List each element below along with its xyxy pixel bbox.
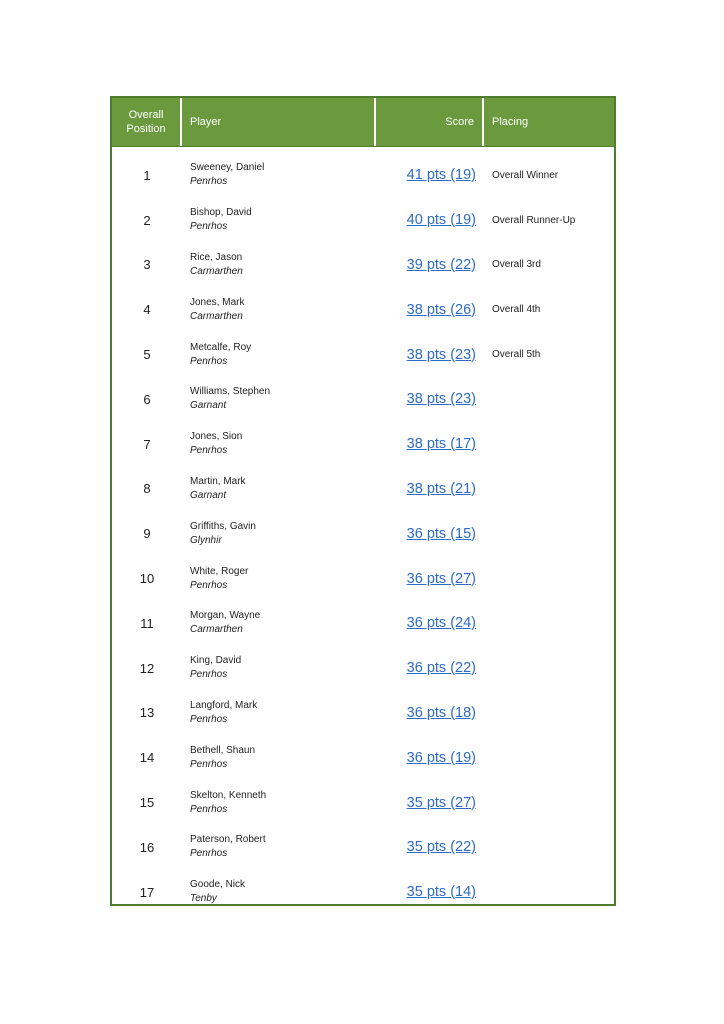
position-cell: 11	[140, 615, 154, 631]
score-cell	[376, 166, 484, 184]
score-cell	[376, 390, 484, 408]
score-link[interactable]: 38 pts (23)	[406, 346, 476, 363]
player-club: Carmarthen	[190, 265, 243, 277]
position-cell: 2	[143, 212, 151, 228]
score-link[interactable]: 36 pts (24)	[406, 615, 476, 632]
player-club: Penrhos	[190, 579, 228, 591]
score-cell	[376, 749, 484, 767]
score-link[interactable]: 35 pts (27)	[406, 794, 476, 811]
player-name: Martin, Mark	[190, 475, 246, 487]
score-link[interactable]: 36 pts (18)	[406, 704, 476, 721]
table-row	[112, 691, 614, 736]
score-cell	[376, 883, 484, 901]
player-cell	[182, 341, 376, 369]
table-row	[112, 735, 614, 780]
score-link[interactable]: 39 pts (22)	[406, 256, 476, 273]
score-link[interactable]: 40 pts (19)	[406, 212, 476, 229]
player-name: Morgan, Wayne	[190, 610, 261, 622]
player-club: Carmarthen	[190, 310, 243, 322]
player-name: Langford, Mark	[190, 699, 258, 711]
table-row	[112, 332, 614, 377]
results-table	[110, 96, 616, 906]
table-row	[112, 870, 614, 915]
player-club: Penrhos	[190, 713, 228, 725]
score-cell	[376, 256, 484, 274]
table-header	[112, 98, 614, 147]
player-cell	[182, 475, 376, 503]
position-cell: 15	[139, 795, 155, 811]
player-cell	[182, 161, 376, 189]
player-cell	[182, 296, 376, 324]
table-row	[112, 601, 614, 646]
score-cell	[376, 525, 484, 543]
player-club: Garnant	[190, 489, 227, 501]
player-name: Sweeney, Daniel	[190, 162, 265, 174]
player-cell	[182, 789, 376, 817]
position-cell: 13	[139, 705, 155, 721]
placing-cell: Overall 5th	[492, 349, 541, 361]
placing-cell: Overall 4th	[492, 304, 541, 316]
position-cell: 1	[143, 167, 151, 183]
score-link[interactable]: 35 pts (22)	[406, 839, 476, 856]
score-link[interactable]: 38 pts (21)	[406, 480, 476, 497]
score-cell	[376, 838, 484, 856]
score-cell	[376, 570, 484, 588]
player-club: Penrhos	[190, 669, 228, 681]
player-club: Penrhos	[190, 355, 228, 367]
player-name: Bishop, David	[190, 207, 252, 219]
player-club: Tenby	[190, 893, 217, 905]
player-club: Penrhos	[190, 803, 228, 815]
player-name: Jones, Sion	[190, 431, 243, 443]
header-position-line1: Overall	[128, 109, 164, 121]
player-club: Penrhos	[190, 445, 228, 457]
player-club: Penrhos	[190, 758, 228, 770]
position-cell: 14	[139, 750, 155, 766]
player-cell	[182, 565, 376, 593]
table-row	[112, 198, 614, 243]
player-club: Penrhos	[190, 221, 228, 233]
position-cell: 12	[139, 660, 155, 676]
player-club: Carmarthen	[190, 624, 243, 636]
score-link[interactable]: 36 pts (27)	[406, 570, 476, 587]
score-cell	[376, 435, 484, 453]
player-name: White, Roger	[190, 565, 249, 577]
table-row	[112, 646, 614, 691]
table-body	[112, 147, 614, 915]
score-link[interactable]: 36 pts (15)	[406, 525, 476, 542]
table-row	[112, 243, 614, 288]
score-cell	[376, 794, 484, 812]
player-name: Skelton, Kenneth	[190, 789, 267, 801]
player-cell	[182, 654, 376, 682]
score-link[interactable]: 36 pts (22)	[406, 660, 476, 677]
position-cell: 4	[143, 302, 151, 318]
player-name: Bethell, Shaun	[190, 744, 256, 756]
placing-cell: Overall Winner	[492, 169, 559, 181]
table-row	[112, 467, 614, 512]
player-name: Rice, Jason	[190, 251, 243, 263]
score-link[interactable]: 35 pts (14)	[406, 884, 476, 901]
position-cell: 5	[143, 347, 151, 363]
player-cell	[182, 699, 376, 727]
player-name: Metcalfe, Roy	[190, 341, 252, 353]
player-cell	[182, 833, 376, 861]
score-cell	[376, 211, 484, 229]
placing-cell: Overall 3rd	[492, 259, 541, 271]
position-cell: 7	[143, 436, 151, 452]
score-cell	[376, 704, 484, 722]
position-cell: 3	[143, 257, 151, 273]
header-overall-position	[112, 98, 182, 146]
player-club: Glynhir	[190, 534, 222, 546]
position-cell: 17	[139, 884, 155, 900]
player-cell	[182, 744, 376, 772]
table-row	[112, 422, 614, 467]
player-name: Jones, Mark	[190, 296, 245, 308]
table-row	[112, 287, 614, 332]
score-link[interactable]: 38 pts (17)	[406, 436, 476, 453]
placing-cell: Overall Runner-Up	[492, 214, 576, 226]
player-club: Penrhos	[190, 848, 228, 860]
player-cell	[182, 520, 376, 548]
score-cell	[376, 614, 484, 632]
player-cell	[182, 878, 376, 906]
player-cell	[182, 385, 376, 413]
table-row	[112, 153, 614, 198]
player-cell	[182, 609, 376, 637]
player-cell	[182, 251, 376, 279]
header-score: Score	[376, 98, 484, 146]
player-name: Williams, Stephen	[190, 386, 271, 398]
score-cell	[376, 480, 484, 498]
player-club: Penrhos	[190, 176, 228, 188]
player-name: Griffiths, Gavin	[190, 520, 256, 532]
header-player: Player	[182, 98, 376, 146]
header-placing: Placing	[492, 116, 529, 128]
header-position-line2: Position	[126, 123, 166, 135]
position-cell: 16	[139, 839, 155, 855]
score-link[interactable]: 36 pts (19)	[406, 749, 476, 766]
score-cell	[376, 346, 484, 364]
score-cell	[376, 659, 484, 677]
player-cell	[182, 206, 376, 234]
player-name: King, David	[190, 655, 242, 667]
player-name: Goode, Nick	[190, 879, 246, 891]
position-cell: 8	[143, 481, 151, 497]
score-link[interactable]: 38 pts (26)	[406, 301, 476, 318]
player-name: Paterson, Robert	[190, 834, 266, 846]
table-row	[112, 556, 614, 601]
score-link[interactable]: 41 pts (19)	[406, 167, 476, 184]
table-row	[112, 377, 614, 422]
table-row	[112, 780, 614, 825]
table-row	[112, 825, 614, 870]
player-club: Garnant	[190, 400, 227, 412]
position-cell: 10	[139, 571, 155, 587]
table-row	[112, 511, 614, 556]
position-cell: 9	[143, 526, 151, 542]
player-cell	[182, 430, 376, 458]
score-cell	[376, 301, 484, 319]
score-link[interactable]: 38 pts (23)	[406, 391, 476, 408]
position-cell: 6	[143, 391, 151, 407]
